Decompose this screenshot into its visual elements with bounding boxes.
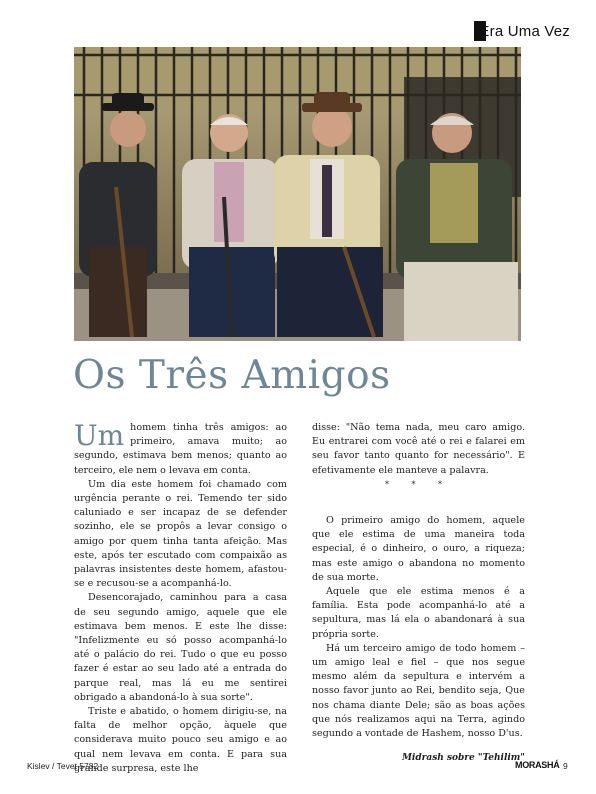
section-separator: * * *: [384, 479, 453, 489]
article-title: Os Três Amigos: [73, 353, 391, 398]
paragraph-6: O primeiro amigo do homem, aquele que ele estima de uma maneira toda especial, é o dinheiro, o ouro, a riqueza; mas este amigo o abandona no momento de sua morte.: [312, 515, 525, 583]
paragraph-5: disse: "Não tema nada, meu caro amigo. Eu entrarei com você até o rei e falarei em seu favor tanto quanto for necessário". E efetivamente ele manteve a palavra.: [312, 422, 525, 476]
page-number: 9: [563, 761, 568, 771]
section-header: [474, 21, 570, 41]
paragraph-7: Aquele que ele estima menos é a família. Esta pode acompanhá-lo até a sepultura, mas lá ela o abandonará à sua própria sorte.: [312, 586, 525, 640]
right-column: [312, 421, 525, 765]
left-column: [74, 421, 287, 776]
dropcap: Um: [74, 419, 125, 452]
paragraph-3: Desencorajado, caminhou para a casa de seu segundo amigo, aquele que ele estimava bem menos. E este lhe disse: "Infelizmente eu só posso acompanhá-lo até o palácio do rei. Tudo o que eu posso fazer é estar ao seu lado até a entrada do parque real, mas lá eu me sentirei obrigado a abandoná-lo à sua sorte".: [74, 592, 287, 703]
magazine-logo: MORASHÁ: [515, 760, 560, 770]
section-title: Era Uma Vez: [479, 22, 570, 40]
paragraph-1-text: homem tinha três amigos: ao primeiro, amava muito; ao segundo, estimava bem menos; quanto ao terceiro, ele nem o levava em conta.: [74, 422, 287, 476]
paragraph-8: Há um terceiro amigo de todo homem – um amigo leal e fiel – que nos segue mesmo além da sepultura e intervém a nosso favor junto ao Rei, bendito seja, Que nos chama diante Dele; são as boas ações que nós realizamos aqui na Terra, agindo segundo a vontade de Hashem, nosso D'us.: [312, 642, 525, 740]
article-photo: [74, 47, 521, 341]
paragraph-2: Um dia este homem foi chamado com urgência perante o rei. Temendo ter sido caluniado e ser incapaz de se defender sozinho, ele se propôs a levar consigo o amigo por quem tinha tanta afeição. Mas este, após ter escutado com compaixão as palavras insistentes deste homem, afastou-se e recusou-se a acompanhá-lo.: [74, 478, 287, 590]
issue-date: Kislev / Tevet 5782: [27, 761, 99, 771]
source-credit: Midrash sobre "Tehilim": [401, 753, 525, 764]
paragraph-4: Triste e abatido, o homem dirigiu-se, na falta de melhor opção, àquele que considerava muito pouco seu amigo e ao qual nem levava em conta. E para sua grande surpresa, este lhe: [74, 706, 287, 774]
paragraph-1: [74, 421, 287, 478]
